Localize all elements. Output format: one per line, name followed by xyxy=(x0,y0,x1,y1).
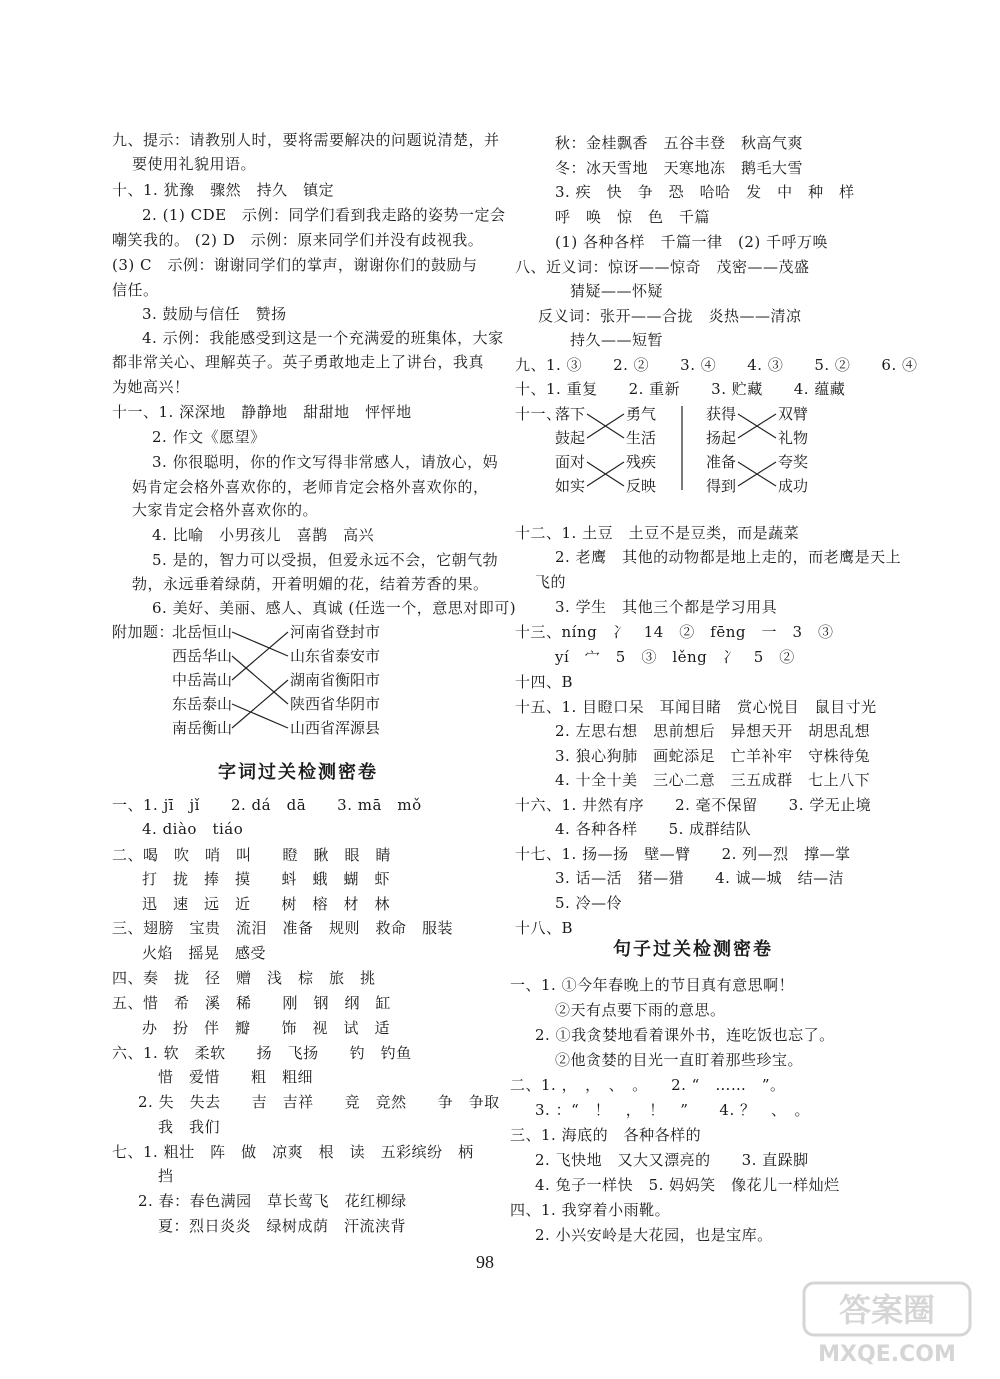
match-left-b xyxy=(706,404,736,500)
text-line: 3. ：“ ！ ， ！ ” 4. ？ 、 。 xyxy=(535,1101,810,1119)
text-line: 2. 飞快地 又大又漂亮的 3. 直跺脚 xyxy=(535,1151,809,1169)
svg-text:MXQE.COM: MXQE.COM xyxy=(818,1342,956,1367)
text-line: 我 我们 xyxy=(158,1118,221,1136)
text-line: 三、1. 海底的 各种各样的 xyxy=(510,1126,702,1144)
list-item: 成功 xyxy=(778,477,809,495)
text-line: 办 扮 伴 瓣 饰 视 试 适 xyxy=(142,1019,391,1037)
text-line: 3. 你很聪明，你的作文写得非常感人，请放心，妈 xyxy=(152,453,499,471)
text-line: 要使用礼貌用语。 xyxy=(132,155,257,173)
text-line: (1) 各种各样 千篇一律 (2) 千呼万唤 xyxy=(555,233,829,251)
text-line: yí 宀 5 ③ lěng 冫 5 ② xyxy=(555,648,795,666)
text-line: 4. 比喻 小男孩儿 喜鹊 高兴 xyxy=(152,526,375,544)
text-line: 3. 狼心狗肺 画蛇添足 亡羊补牢 守株待兔 xyxy=(555,747,871,765)
text-line: 5. 冷—伶 xyxy=(555,894,623,912)
text-line: 火焰 摇晃 感受 xyxy=(142,944,267,962)
list-item: 山东省泰安市 xyxy=(290,647,381,665)
text-line: 冬：冰天雪地 天寒地冻 鹅毛大雪 xyxy=(555,159,804,177)
text-line: 挡 xyxy=(158,1167,174,1185)
list-item: 鼓起 xyxy=(555,429,586,447)
match-label: 十一、 xyxy=(515,405,562,423)
text-line: 一、1. ①今年春晚上的节目真有意思啊！ xyxy=(510,976,795,994)
match-right-b xyxy=(778,404,808,500)
text-line: 十四、B xyxy=(515,673,574,691)
text-line: 都非常关心、理解英子。英子勇敢地走上了讲台，我真 xyxy=(112,353,485,371)
text-line: 十、1. 犹豫 骤然 持久 镇定 xyxy=(112,181,335,199)
text-line: 为她高兴！ xyxy=(112,378,190,396)
list-item: 生活 xyxy=(626,429,657,447)
list-item: 获得 xyxy=(706,405,737,423)
fujia-label: 附加题： xyxy=(112,623,175,641)
text-line: 4. 各种各样 5. 成群结队 xyxy=(555,820,752,838)
page-number: 98 xyxy=(476,1252,494,1272)
list-item: 勇气 xyxy=(626,405,657,423)
text-line: 一、1. jī jǐ 2. dá dā 3. mā mǒ xyxy=(112,796,422,814)
text-line: 惜 爱惜 粗 粗细 xyxy=(158,1068,314,1086)
text-line: 2. 春：春色满园 草长莺飞 花红柳绿 xyxy=(138,1192,407,1210)
text-line: 七、1. 粗壮 阵 做 凉爽 根 读 五彩缤纷 柄 xyxy=(112,1143,474,1161)
text-line: 2. 失 失去 吉 吉祥 竞 竞然 争 争取 xyxy=(138,1093,500,1111)
text-line: 八、近义词：惊讶——惊奇 茂密——茂盛 xyxy=(515,258,810,276)
text-line: 2. (1) CDE 示例：同学们看到我走路的姿势一定会 xyxy=(142,206,506,224)
list-item: 面对 xyxy=(555,453,586,471)
text-line: 勃，永远垂着绿荫，开着明媚的花，结着芳香的果。 xyxy=(132,575,489,593)
text-line: 3. 鼓励与信任 赞扬 xyxy=(142,305,287,323)
text-line: 2. 作文《愿望》 xyxy=(152,428,266,446)
text-line: 十六、1. 井然有序 2. 毫不保留 3. 学无止境 xyxy=(515,796,872,814)
text-line: 3. 话—活 猪—猎 4. 诚—城 结—洁 xyxy=(555,869,845,887)
text-line: 5. 是的，智力可以受损，但爱永远不会，它朝气勃 xyxy=(152,551,499,569)
watermark-logo xyxy=(802,1279,972,1369)
place-list xyxy=(290,622,380,742)
section-title: 句子过关检测密卷 xyxy=(613,939,773,960)
list-item: 残疾 xyxy=(626,453,657,471)
section-title: 字词过关检测密卷 xyxy=(218,762,378,783)
mountain-list xyxy=(172,622,232,742)
text-line: 十二、1. 土豆 土豆不是豆类，而是蔬菜 xyxy=(515,524,800,542)
text-line: 三、翅膀 宝贵 流泪 准备 规则 救命 服装 xyxy=(112,919,454,937)
text-line: 持久——短暂 xyxy=(570,331,664,349)
text-line: 十八、B xyxy=(515,919,574,937)
text-line: 四、奏 拢 径 赠 浅 棕 旅 挑 xyxy=(112,969,376,987)
text-line: 猜疑——怀疑 xyxy=(570,282,664,300)
text-line: 十、1. 重复 2. 重新 3. 贮藏 4. 蕴藏 xyxy=(515,380,846,398)
list-item: 落下 xyxy=(555,405,586,423)
text-line: 呼 唤 惊 色 千篇 xyxy=(555,208,711,226)
list-item: 扬起 xyxy=(706,429,737,447)
list-item: 北岳恒山 xyxy=(172,623,233,641)
text-line: 2. ①我贪婪地看着课外书，连吃饭也忘了。 xyxy=(535,1026,835,1044)
list-item: 反映 xyxy=(626,477,657,495)
text-line: 四、1. 我穿着小雨靴。 xyxy=(510,1201,671,1219)
list-item: 东岳泰山 xyxy=(172,695,233,713)
text-line: 迅 速 远 近 树 榕 材 林 xyxy=(142,895,391,913)
list-item: 礼物 xyxy=(778,429,809,447)
text-line: 飞的 xyxy=(535,573,567,591)
text-line: 4. 示例：我能感受到这是一个充满爱的班集体，大家 xyxy=(142,329,504,347)
text-line: 反义词：张开——合拢 炎热——清凉 xyxy=(538,307,802,325)
text-line: 九、1. ③ 2. ② 3. ④ 4. ③ 5. ② 6. ④ xyxy=(515,356,918,374)
match-right-a xyxy=(626,404,656,500)
text-line: 六、1. 软 柔软 扬 飞扬 钓 钓鱼 xyxy=(112,1044,412,1062)
list-item: 中岳嵩山 xyxy=(172,671,233,689)
list-item: 河南省登封市 xyxy=(290,623,381,641)
list-item: 山西省浑源县 xyxy=(290,719,381,737)
text-line: 嘲笑我的。 (2) D 示例：原来同学们并没有歧视我。 xyxy=(112,231,484,249)
list-item: 西岳华山 xyxy=(172,647,233,665)
text-line: 2. 小兴安岭是大花园，也是宝库。 xyxy=(535,1226,773,1244)
text-line: ②天有点要下雨的意思。 xyxy=(555,1001,726,1019)
text-line: 二、喝 吹 哨 叫 瞪 瞅 眼 睛 xyxy=(112,846,392,864)
text-line: 信任。 xyxy=(112,281,159,299)
text-line: 2. 老鹰 其他的动物都是地上走的，而老鹰是天上 xyxy=(555,548,902,566)
text-line: 二、1. ， ， 、 。 2. “ …… ”。 xyxy=(510,1076,786,1094)
text-line: 十一、1. 深深地 静静地 甜甜地 怦怦地 xyxy=(112,403,412,421)
text-line: ②他贪婪的目光一直盯着那些珍宝。 xyxy=(555,1051,804,1069)
text-line: 秋：金桂飘香 五谷丰登 秋高气爽 xyxy=(555,134,804,152)
text-line: 五、惜 希 溪 稀 刚 钢 纲 缸 xyxy=(112,994,392,1012)
text-line: 3. 疾 快 争 恐 哈哈 发 中 种 样 xyxy=(555,183,855,201)
text-line: 夏：烈日炎炎 绿树成荫 汗流浃背 xyxy=(158,1217,407,1235)
text-line: 3. 学生 其他三个都是学习用具 xyxy=(555,598,778,616)
text-line: 十七、1. 扬—扬 壁—臂 2. 列—烈 撑—掌 xyxy=(515,845,851,863)
text-line: 4. 十全十美 三心二意 三五成群 七上八下 xyxy=(555,771,871,789)
match-left-a xyxy=(555,404,585,500)
list-item: 如实 xyxy=(555,477,586,495)
list-item: 南岳衡山 xyxy=(172,719,233,737)
text-line: 妈肯定会格外喜欢你的，老师肯定会格外喜欢你的， xyxy=(132,478,489,496)
text-line: 打 拢 捧 摸 蚪 蛾 蝴 虾 xyxy=(142,870,391,888)
list-item: 湖南省衡阳市 xyxy=(290,671,381,689)
text-line: 6. 美好、美丽、感人、真诚 (任选一个，意思对即可) xyxy=(152,599,517,617)
text-line: (3) C 示例：谢谢同学们的掌声，谢谢你们的鼓励与 xyxy=(112,256,478,274)
text-line: 十五、1. 目瞪口呆 耳闻目睹 赏心悦目 鼠目寸光 xyxy=(515,698,877,716)
list-item: 得到 xyxy=(706,477,737,495)
text-line: 十三、níng 冫 14 ② fēng 一 3 ③ xyxy=(515,623,834,641)
list-item: 准备 xyxy=(706,453,737,471)
svg-text:答案圈: 答案圈 xyxy=(838,1291,936,1329)
text-line: 4. 兔子一样快 5. 妈妈笑 像花儿一样灿烂 xyxy=(535,1176,840,1194)
text-line: 4. diào tiáo xyxy=(142,820,244,838)
text-line: 大家肯定会格外喜欢你的。 xyxy=(132,501,319,519)
list-item: 陕西省华阴市 xyxy=(290,695,381,713)
text-line: 九、提示：请教别人时，要将需要解决的问题说清楚，并 xyxy=(112,131,500,149)
list-item: 双臂 xyxy=(778,405,809,423)
list-item: 夸奖 xyxy=(778,453,809,471)
text-line: 2. 左思右想 思前想后 异想天开 胡思乱想 xyxy=(555,722,871,740)
